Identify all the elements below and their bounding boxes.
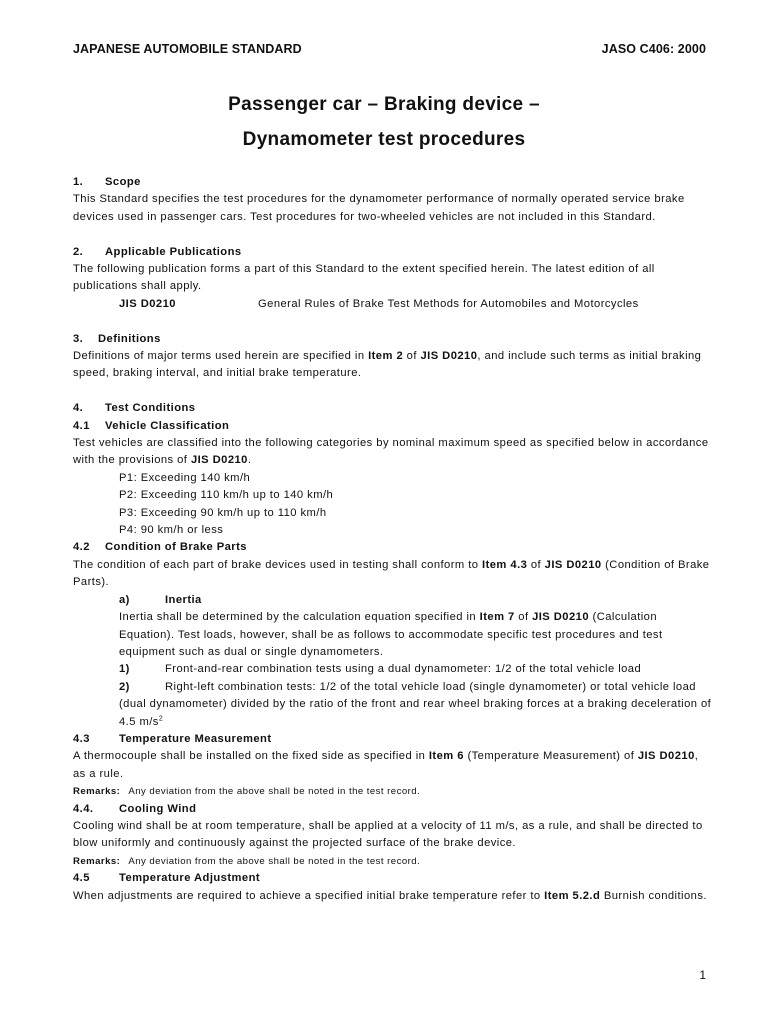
header-standard-code: JASO C406: 2000 bbox=[601, 42, 706, 56]
test-load-item-2: 2) Right-left combination tests: 1/2 of the total vehicle load (single dynamometer) or total vehicle load (dual dynamometer) divided by the ratio of the front and rear wheel braking forces at a braking deceleration of 4.5 $m/s^2$ bbox=[119, 680, 712, 728]
page-number: 1 bbox=[699, 968, 706, 982]
section-4-4-text: Cooling wind shall be at room temperature, shall be applied at a velocity of 11 m/s, as a rule, and shall be directed to blow uniformly and continuously against the projected surface of the brake device. bbox=[73, 819, 703, 850]
section-2-heading: 2. Applicable Publications bbox=[73, 245, 242, 258]
section-4-2-text: The condition of each part of brake devices used in testing shall conform to Item 4.3 of JIS D0210 (Condition of Brake Parts). bbox=[73, 558, 710, 589]
section-4-2-heading: 4.2 Condition of Brake Parts bbox=[73, 541, 247, 554]
reference-code: JIS D0210 bbox=[119, 297, 176, 310]
vehicle-class-p3: P3: Exceeding 90 km/h up to 110 km/h bbox=[119, 506, 327, 519]
vehicle-class-p2: P2: Exceeding 110 km/h up to 140 km/h bbox=[119, 489, 334, 502]
vehicle-class-p1: P1: Exceeding 140 km/h bbox=[119, 471, 251, 484]
section-4-1-text: Test vehicles are classified into the following categories by nominal maximum speed as specified below in accordance with the provisions of JIS D0210. bbox=[73, 437, 709, 467]
document-title-line1: Passenger car – Braking device – bbox=[228, 94, 540, 115]
section-1-text: This Standard specifies the test procedures for the dynamometer performance of normally operated service brake devices used in passenger cars. Test procedures for two-wheeled vehicles are not included in this Standard. bbox=[73, 193, 685, 223]
section-3-text: Definitions of major terms used herein are specified in Item 2 of JIS D0210, and include such terms as initial braking speed, braking interval, and initial brake temperature. bbox=[73, 350, 702, 380]
section-3-heading: 3. Definitions bbox=[73, 332, 161, 345]
header-standard-name: JAPANESE AUTOMOBILE STANDARD bbox=[73, 42, 302, 56]
reference-title: General Rules of Brake Test Methods for Automobiles and Motorcycles bbox=[258, 297, 639, 310]
section-4-3-heading: 4.3 Temperature Measurement bbox=[73, 732, 272, 745]
section-2-text: The following publication forms a part of this Standard to the extent specified herein. The latest edition of all publications shall apply. bbox=[73, 263, 655, 293]
inertia-text: Inertia shall be determined by the calculation equation specified in Item 7 of JIS D0210 (Calculation Equation). Test loads, however, shall be as follows to accommodate specific test procedures and test equipment such as dual or single dynamometers. bbox=[119, 611, 663, 658]
section-4-4-remarks: Remarks: Any deviation from the above shall be noted in the test record. bbox=[73, 855, 421, 867]
test-load-item-1: 1) Front-and-rear combination tests using a dual dynamometer: 1/2 of the total vehicle load bbox=[119, 663, 642, 676]
section-4-3-text: A thermocouple shall be installed on the fixed side as specified in Item 6 (Temperature Measurement) of JIS D0210, as a rule. bbox=[73, 750, 699, 780]
document-title-line2: Dynamometer test procedures bbox=[242, 129, 526, 150]
vehicle-class-p4: P4: 90 km/h or less bbox=[119, 524, 224, 537]
section-4-5-heading: 4.5 Temperature Adjustment bbox=[73, 872, 261, 885]
inertia-heading: a) Inertia bbox=[119, 593, 202, 606]
document-body bbox=[73, 174, 713, 905]
section-1-heading: 1. Scope bbox=[73, 176, 141, 188]
section-4-5-text: When adjustments are required to achieve a specified initial brake temperature refer to Item 5.2.d Burnish conditions. bbox=[73, 889, 707, 902]
section-4-1-heading: 4.1 Vehicle Classification bbox=[73, 419, 230, 432]
section-4-4-heading: 4.4. Cooling Wind bbox=[73, 802, 197, 815]
section-4-3-remarks: Remarks: Any deviation from the above shall be noted in the test record. bbox=[73, 786, 421, 798]
reference-entry bbox=[73, 296, 713, 313]
section-4-heading: 4. Test Conditions bbox=[73, 402, 196, 415]
